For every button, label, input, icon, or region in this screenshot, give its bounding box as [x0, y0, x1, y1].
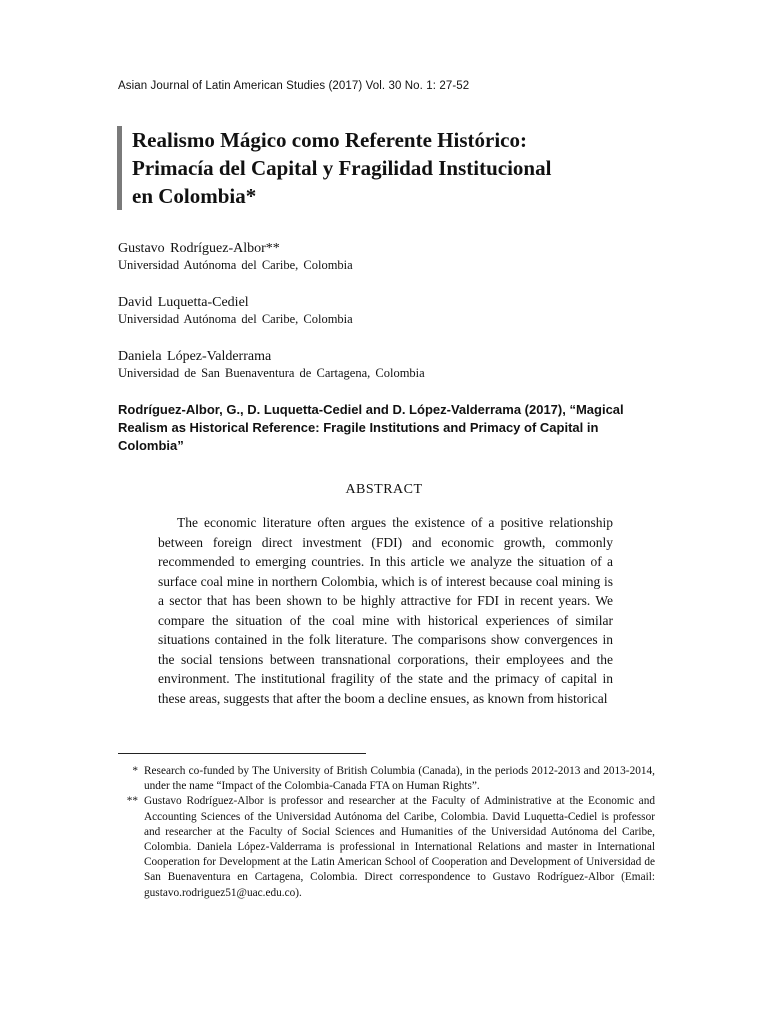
- title-line-1: Realismo Mágico como Referente Histórico:: [132, 128, 527, 152]
- author-affiliation: Universidad Autónoma del Caribe, Colombia: [118, 312, 353, 326]
- journal-header: Asian Journal of Latin American Studies (2017) Vol. 30 No. 1: 27-52: [118, 80, 470, 92]
- footnote-text: Research co-funded by The University of British Columbia (Canada), in the periods 2012-2013 and 2013-2014, under the name “Impact of the Colombia-Canada FTA on Human Rights”.: [144, 765, 655, 793]
- author-affiliation: Universidad de San Buenaventura de Cartagena, Colombia: [118, 366, 425, 380]
- title-line-3: en Colombia*: [132, 184, 257, 208]
- author-entry: [118, 240, 678, 273]
- author-entry: [118, 294, 678, 327]
- footnotes: [118, 764, 655, 901]
- footnote-marker: *: [132, 765, 138, 777]
- abstract-body: The economic literature often argues the existence of a positive relationship between foreign direct investment (FDI) and economic growth, commonly recommended to emerging countries. In this article we analyze the situation of a surface coal mine in northern Colombia, which is of interest because coal mining is a sector that has been shown to be highly attractive for FDI in recent years. We compare the situation of the coal mine with historical experiences of similar situations contained in the folk literature. The comparisons show convergences in the social tensions between transnational corporations, their employees and the environment. The institutional fragility of the state and the primacy of capital in these areas, suggests that after the boom a decline ensues, as known from historical: [158, 515, 613, 706]
- author-entry: [118, 348, 678, 381]
- author-name: Gustavo Rodríguez-Albor**: [118, 241, 280, 256]
- footnote-marker: **: [126, 795, 138, 808]
- title-line-2: Primacía del Capital y Fragilidad Institucional: [132, 156, 552, 180]
- author-name: Daniela López-Valderrama: [118, 349, 272, 364]
- abstract-heading: ABSTRACT: [345, 482, 423, 497]
- author-affiliation: Universidad Autónoma del Caribe, Colombia: [118, 258, 353, 272]
- citation: Rodríguez-Albor, G., D. Luquetta-Cediel and D. López-Valderrama (2017), “Magical Realism as Historical Reference: Fragile Institutions and Primacy of Capital in Colombia”: [118, 402, 624, 453]
- author-list: [118, 240, 678, 402]
- author-name: David Luquetta-Cediel: [118, 295, 249, 310]
- footnote-divider: [118, 753, 366, 754]
- footnote: [118, 764, 655, 794]
- footnote-text: Gustavo Rodríguez-Albor is professor and researcher at the Faculty of Administrative at the Economic and Accounting Sciences of the Universidad Autónoma del Caribe, Colombia. David Luquetta-Cediel is professor and researcher at the Faculty of Social Sciences and Humanities of the Universidad Autónoma del Caribe, Colombia. Daniela López-Valderrama is professional in International Relations and master in International Cooperation for Development at the Latin American School of Cooperation and Development of Universidad de San Buenaventura en Cartagena, Colombia. Direct correspondence to Gustavo Rodríguez-Albor (Email: gustavo.rodriguez51@uac.edu.co).: [144, 795, 655, 899]
- footnote: [118, 794, 655, 900]
- title-block: [117, 126, 672, 210]
- article-title: [132, 126, 672, 210]
